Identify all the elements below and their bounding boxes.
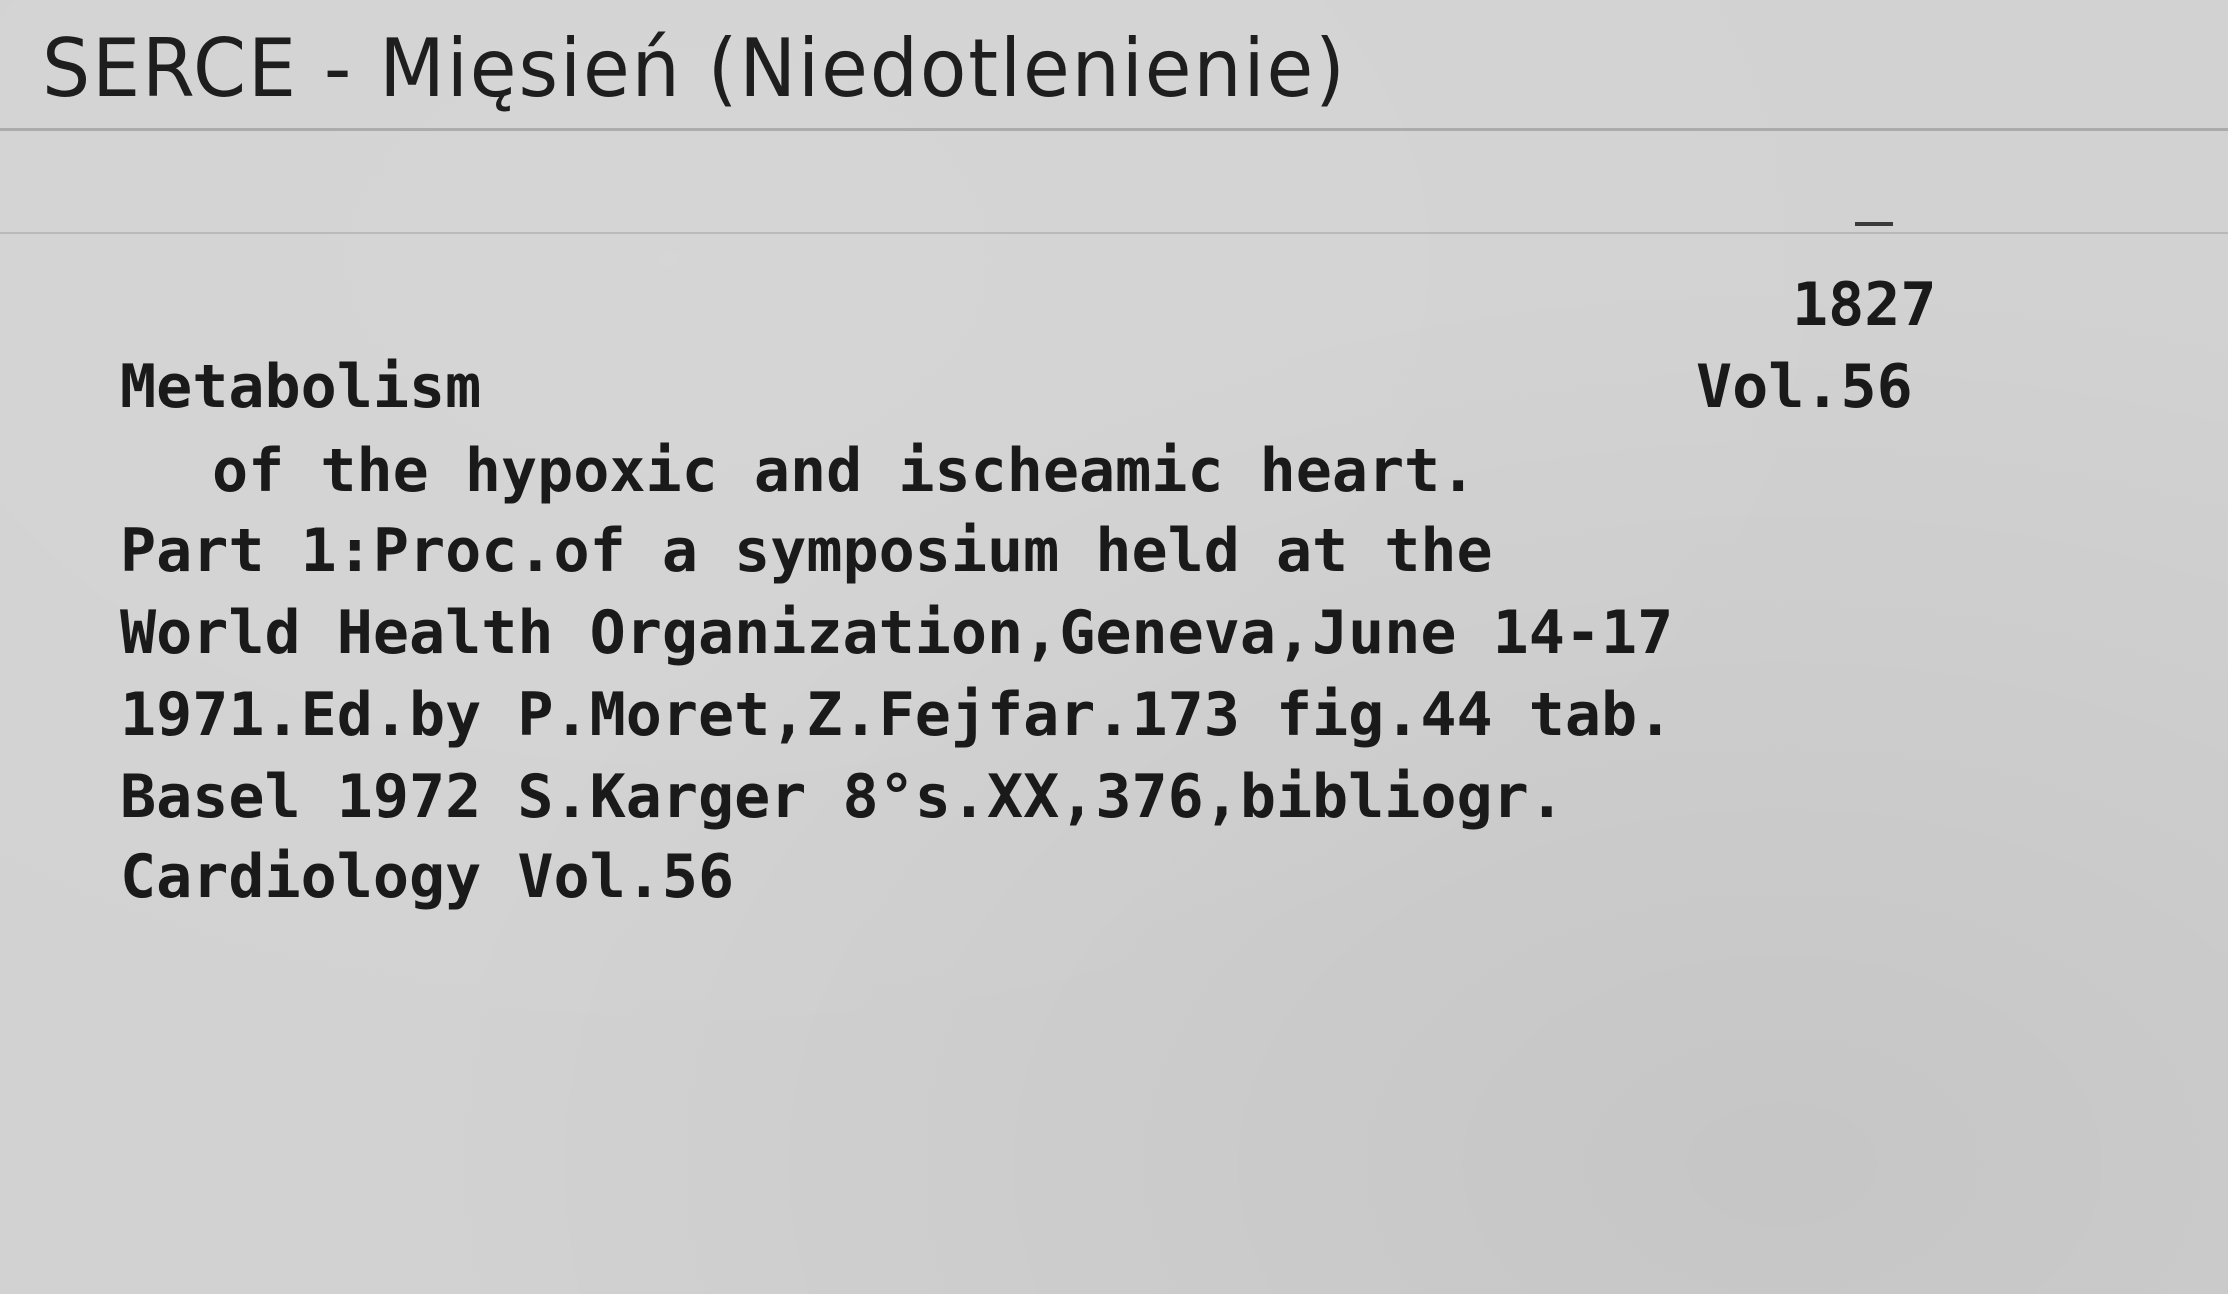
card-rule bbox=[0, 232, 2228, 234]
entry-title: Metabolism bbox=[120, 352, 482, 422]
entry-line-organization: World Health Organization,Geneva,June 14-17 bbox=[120, 598, 1674, 668]
entry-line-publication: Basel 1972 S.Karger 8°s.XX,376,bibliogr. bbox=[120, 762, 1565, 832]
entry-line-series: Cardiology Vol.56 bbox=[120, 842, 735, 912]
rule-mark bbox=[1855, 222, 1893, 226]
volume-label: Vol.56 bbox=[1696, 352, 1913, 422]
subject-heading: SERCE - Mięsień (Niedotlenienie) bbox=[42, 22, 1347, 115]
heading-rule bbox=[0, 128, 2228, 131]
entry-line-part: Part 1:Proc.of a symposium held at the bbox=[120, 516, 1493, 586]
call-number: 1827 bbox=[1792, 270, 1937, 340]
entry-line-editors: 1971.Ed.by P.Moret,Z.Fejfar.173 fig.44 tab. bbox=[120, 680, 1674, 750]
entry-line-subtitle: of the hypoxic and ischeamic heart. bbox=[212, 436, 1477, 506]
